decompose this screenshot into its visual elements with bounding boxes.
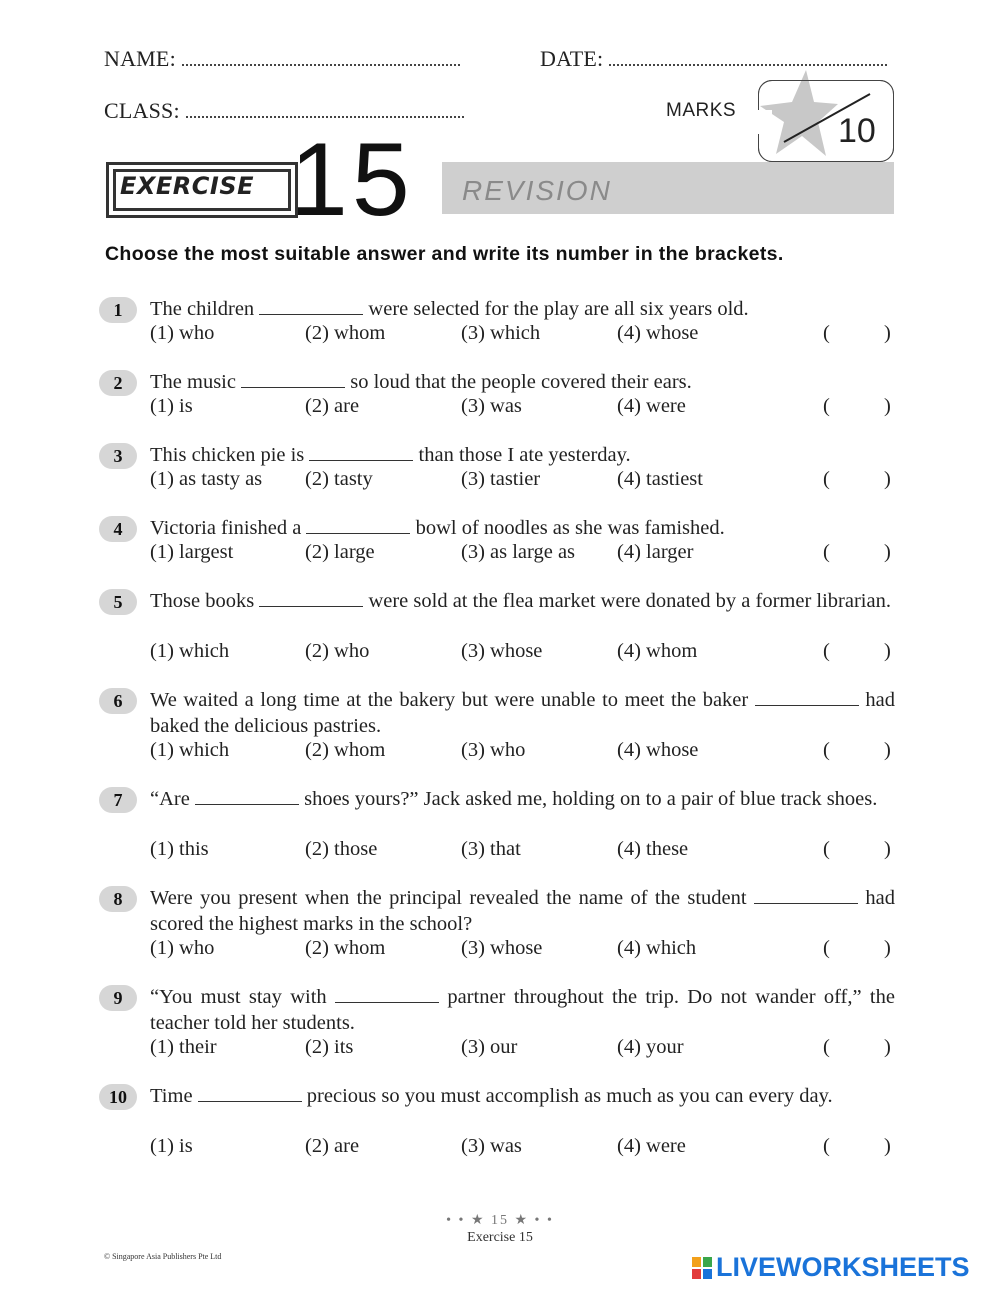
question-text-after: than those I ate yesterday.	[418, 444, 631, 466]
answer-option: (4) which	[617, 937, 697, 959]
class-line[interactable]	[186, 102, 464, 118]
bracket-close: )	[884, 468, 891, 490]
answer-option: (2) its	[305, 1036, 354, 1058]
question-number: 7	[99, 787, 137, 813]
answer-blank	[241, 369, 345, 388]
answer-option: (3) whose	[461, 640, 543, 662]
answer-option: (1) which	[150, 640, 230, 662]
answer-option: (1) which	[150, 739, 230, 761]
question-number: 1	[99, 297, 137, 323]
answer-option: (1) their	[150, 1036, 217, 1058]
question-text-before: Were you present when the principal revealed the name of the student	[150, 887, 747, 909]
answer-input-8[interactable]	[836, 937, 880, 961]
answer-option: (2) whom	[305, 322, 386, 344]
answer-input-4[interactable]	[836, 541, 880, 565]
answer-option: (1) who	[150, 937, 215, 959]
question-text-before: Victoria finished a	[150, 517, 302, 539]
name-field[interactable]	[104, 46, 460, 72]
question-number: 8	[99, 886, 137, 912]
bracket-open: (	[823, 541, 830, 563]
question-text-before: “You must stay with	[150, 986, 327, 1008]
question-text-before: “Are	[150, 788, 190, 810]
answer-option: (4) tastiest	[617, 468, 703, 490]
question-text	[150, 687, 895, 739]
question-text-after: were selected for the play are all six years old.	[368, 298, 749, 320]
answer-option: (4) larger	[617, 541, 694, 563]
footer-exercise-label: Exercise 15	[467, 1230, 533, 1245]
answer-option: (2) those	[305, 838, 378, 860]
question-text-before: The children	[150, 298, 255, 320]
bracket-close: )	[884, 1135, 891, 1157]
bracket-close: )	[884, 395, 891, 417]
answer-option: (3) whose	[461, 937, 543, 959]
marks-input-area[interactable]	[752, 110, 772, 134]
answer-option: (3) was	[461, 395, 522, 417]
answer-option: (3) our	[461, 1036, 518, 1058]
question-number: 3	[99, 443, 137, 469]
answer-option: (1) this	[150, 838, 209, 860]
bracket-close: )	[884, 937, 891, 959]
answer-option: (4) your	[617, 1036, 684, 1058]
question-text-after: shoes yours?” Jack asked me, holding on to a pair of blue track shoes.	[304, 788, 878, 810]
question-number: 10	[99, 1084, 137, 1110]
answer-option: (2) are	[305, 1135, 360, 1157]
bracket-close: )	[884, 640, 891, 662]
bracket-open: (	[823, 1135, 830, 1157]
instruction: Choose the most suitable answer and write its number in the brackets.	[105, 243, 784, 265]
revision-title: REVISION	[462, 175, 612, 206]
question-number: 2	[99, 370, 137, 396]
bracket-open: (	[823, 395, 830, 417]
question-text-before: Those books	[150, 590, 255, 612]
question-text	[150, 588, 895, 614]
bracket-close: )	[884, 541, 891, 563]
answer-option: (4) these	[617, 838, 689, 860]
answer-option: (3) as large as	[461, 541, 576, 563]
bracket-close: )	[884, 1036, 891, 1058]
exercise-number: 15	[290, 122, 414, 238]
marks-total: 10	[838, 112, 876, 150]
question-text-after: partner throughout the trip. Do not wander off,” the teacher told her students.	[150, 986, 895, 1034]
bracket-open: (	[823, 838, 830, 860]
answer-option: (4) were	[617, 395, 686, 417]
answer-input-3[interactable]	[836, 468, 880, 492]
question-number: 9	[99, 985, 137, 1011]
question-text-after: had scored the highest marks in the school?	[150, 887, 896, 935]
question-text	[150, 515, 895, 541]
stars-right: ★ • •	[509, 1213, 554, 1228]
question-text	[150, 369, 895, 395]
bracket-open: (	[823, 640, 830, 662]
bracket-close: )	[884, 322, 891, 344]
question-text	[150, 442, 895, 468]
bracket-close: )	[884, 838, 891, 860]
answer-option: (3) was	[461, 1135, 522, 1157]
answer-option: (2) large	[305, 541, 375, 563]
question-text-before: The music	[150, 371, 236, 393]
question-text-after: had baked the delicious pastries.	[150, 689, 896, 737]
answer-blank	[306, 515, 410, 534]
marks-label: MARKS	[666, 100, 737, 121]
exercise-badge-text: EXERCISE	[120, 172, 254, 200]
answer-input-5[interactable]	[836, 640, 880, 664]
answer-option: (2) whom	[305, 937, 386, 959]
answer-option: (3) tastier	[461, 468, 541, 490]
question-text-before: We waited a long time at the bakery but were unable to meet the baker	[150, 689, 749, 711]
question-number: 6	[99, 688, 137, 714]
stars-left: • • ★	[446, 1213, 491, 1228]
question-text	[150, 1083, 895, 1109]
question-text	[150, 786, 895, 812]
answer-input-1[interactable]	[836, 322, 880, 346]
bracket-open: (	[823, 322, 830, 344]
answer-blank	[259, 296, 363, 315]
question-text-before: Time	[150, 1085, 193, 1107]
date-label: DATE:	[540, 46, 604, 71]
bracket-open: (	[823, 1036, 830, 1058]
answer-input-7[interactable]	[836, 838, 880, 862]
answer-option: (1) largest	[150, 541, 234, 563]
answer-option: (1) is	[150, 395, 193, 417]
answer-option: (3) which	[461, 322, 541, 344]
answer-option: (4) were	[617, 1135, 686, 1157]
answer-option: (4) whom	[617, 640, 698, 662]
bracket-close: )	[884, 739, 891, 761]
question-text-after: precious so you must accomplish as much as you can every day.	[306, 1085, 833, 1107]
bracket-open: (	[823, 937, 830, 959]
question-number: 5	[99, 589, 137, 615]
bracket-open: (	[823, 468, 830, 490]
question-text	[150, 885, 895, 937]
page-number-value: 15	[491, 1213, 509, 1228]
answer-blank	[309, 442, 413, 461]
liveworksheets-logo: LIVEWORKSHEETS	[716, 1252, 970, 1282]
answer-option: (2) are	[305, 395, 360, 417]
date-line[interactable]	[609, 50, 887, 66]
answer-blank	[198, 1083, 302, 1102]
answer-input-10[interactable]	[836, 1135, 880, 1159]
copyright: © Singapore Asia Publishers Pte Ltd	[104, 1252, 222, 1261]
answer-blank	[259, 588, 363, 607]
question-number: 4	[99, 516, 137, 542]
question-text-after: bowl of noodles as she was famished.	[415, 517, 725, 539]
answer-option: (2) whom	[305, 739, 386, 761]
question-text	[150, 984, 895, 1036]
answer-option: (4) whose	[617, 739, 699, 761]
class-field[interactable]	[104, 98, 464, 124]
answer-option: (1) as tasty as	[150, 468, 263, 490]
page-number	[0, 1212, 1000, 1229]
liveworksheets-icon	[692, 1257, 712, 1279]
question-text-after: so loud that the people covered their ears.	[350, 371, 692, 393]
answer-option: (4) whose	[617, 322, 699, 344]
answer-input-2[interactable]	[836, 395, 880, 419]
answer-option: (3) that	[461, 838, 521, 860]
answer-option: (2) tasty	[305, 468, 373, 490]
answer-option: (3) who	[461, 739, 526, 761]
answer-blank	[754, 885, 858, 904]
question-text-before: This chicken pie is	[150, 444, 305, 466]
question-text	[150, 296, 895, 322]
answer-option: (1) who	[150, 322, 215, 344]
answer-blank	[195, 786, 299, 805]
name-line[interactable]	[182, 50, 460, 66]
answer-option: (1) is	[150, 1135, 193, 1157]
answer-option: (2) who	[305, 640, 370, 662]
class-label: CLASS:	[104, 98, 180, 123]
question-text-after: were sold at the flea market were donated by a former librarian.	[368, 590, 891, 612]
answer-input-9[interactable]	[836, 1036, 880, 1060]
answer-blank	[335, 984, 439, 1003]
answer-input-6[interactable]	[836, 739, 880, 763]
name-label: NAME:	[104, 46, 176, 71]
bracket-open: (	[823, 739, 830, 761]
answer-blank	[755, 687, 859, 706]
